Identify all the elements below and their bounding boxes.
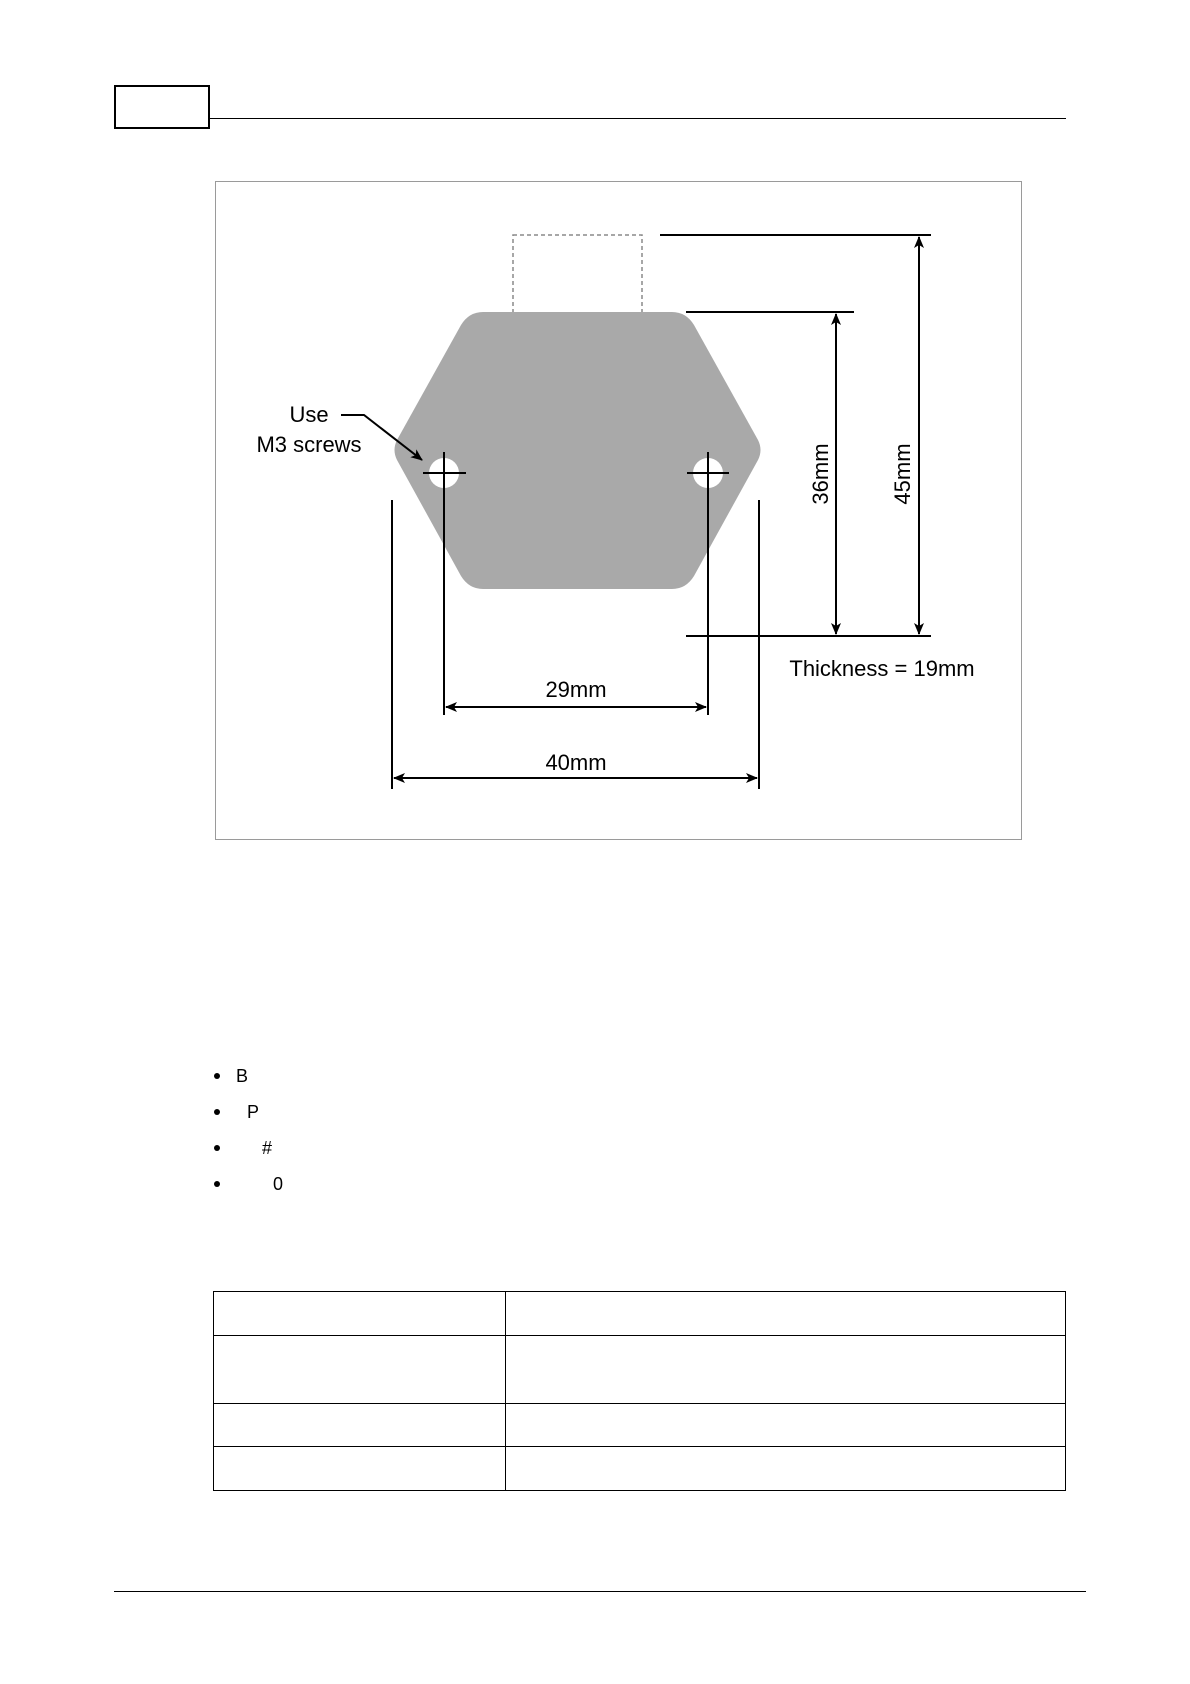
list-item-text: B bbox=[236, 1066, 249, 1086]
table-row bbox=[214, 1336, 1066, 1404]
table-cell bbox=[214, 1292, 506, 1336]
label-use: Use bbox=[289, 402, 329, 427]
thickness-label: Thickness = 19mm bbox=[789, 656, 975, 681]
bullet-dot-icon bbox=[214, 1109, 220, 1115]
page-number-box bbox=[114, 85, 210, 129]
bullet-dot-icon bbox=[214, 1145, 220, 1151]
dim-label-36: 36mm bbox=[808, 443, 833, 505]
list-item-text: P bbox=[247, 1102, 260, 1122]
table-row bbox=[214, 1292, 1066, 1336]
connector-outline bbox=[513, 235, 642, 313]
spec-table bbox=[213, 1291, 1066, 1491]
mounting-diagram-svg bbox=[216, 182, 1023, 841]
table-cell bbox=[506, 1447, 1066, 1491]
table-row bbox=[214, 1447, 1066, 1491]
list-item bbox=[210, 1170, 1070, 1206]
dim-label-45: 45mm bbox=[890, 443, 915, 505]
footer-rule bbox=[114, 1591, 1086, 1592]
dim-label-40: 40mm bbox=[545, 750, 607, 775]
list-item bbox=[210, 1098, 1070, 1134]
label-m3-screws: M3 screws bbox=[256, 432, 362, 457]
hexagon-plate bbox=[395, 312, 761, 589]
bullet-dot-icon bbox=[214, 1073, 220, 1079]
bullet-list bbox=[210, 1062, 1070, 1206]
list-item-text: # bbox=[262, 1138, 273, 1158]
table-cell bbox=[214, 1447, 506, 1491]
table-cell bbox=[506, 1404, 1066, 1447]
list-item-text: 0 bbox=[273, 1174, 284, 1194]
table-cell bbox=[506, 1292, 1066, 1336]
table-cell bbox=[214, 1404, 506, 1447]
list-item bbox=[210, 1134, 1070, 1170]
list-item bbox=[210, 1062, 1070, 1098]
table-row bbox=[214, 1404, 1066, 1447]
dim-label-29: 29mm bbox=[545, 677, 607, 702]
bullet-dot-icon bbox=[214, 1181, 220, 1187]
table-cell bbox=[506, 1336, 1066, 1404]
header-rule bbox=[210, 118, 1066, 119]
table-cell bbox=[214, 1336, 506, 1404]
mounting-diagram bbox=[215, 181, 1022, 840]
